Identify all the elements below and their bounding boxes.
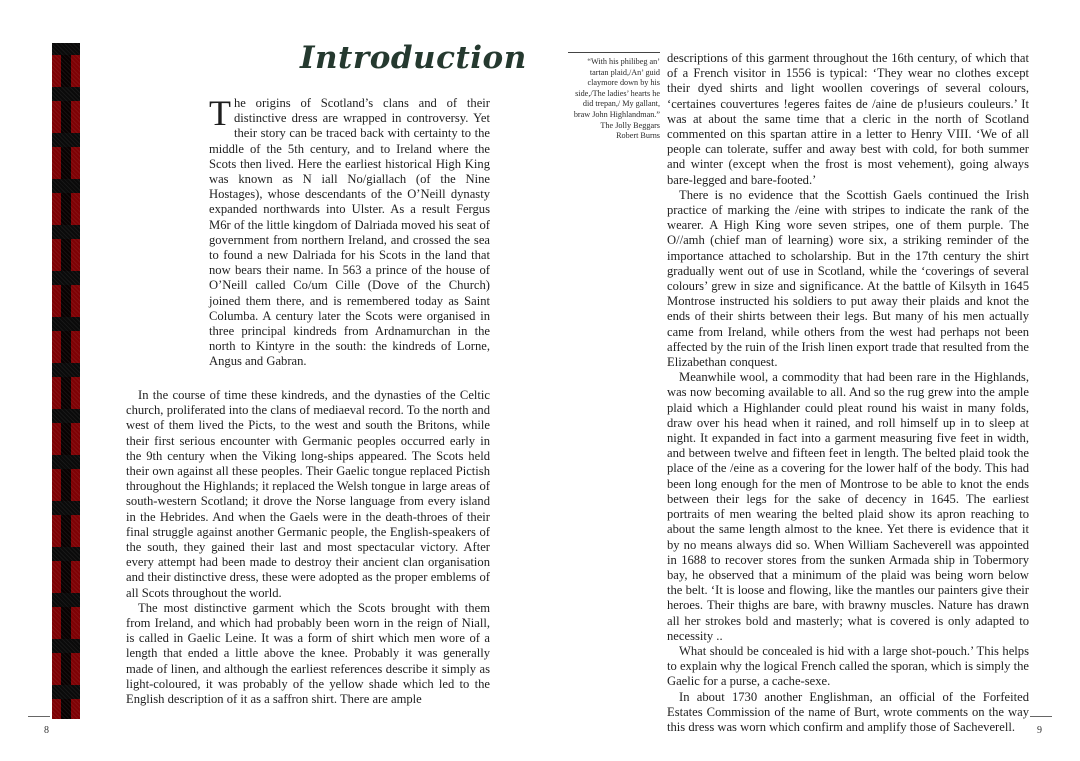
left-paragraph-3: The most distinctive garment which the Scots brought with them from Ireland, and which had probably been worn in the reign of Niall, is called in Gaelic Leine. It was a form of shirt which men wore of a length that ended a little above the knee. Probably it was generally made of linen, and although the earliest references describe it simply as light-coloured, it was probably of the yellow shade which led to the English description of it as a saffron shirt. There are ample <box>126 600 490 707</box>
right-paragraph-5: In about 1730 another Englishman, an official of the Forfeited Estates Commission of the name of Burt, wrote comments on the way this dress was worn which confirm and amplify those of Sacheverell. <box>667 689 1029 734</box>
right-paragraph-1: descriptions of this garment throughout the 16th century, of which that of a French visitor in 1556 is typical: ‘They wear no clothes except their dyed shirts and light woollen coverings of several colours, ‘certaines couvertures !egeres faites de /aine de p!usieurs couleurs.’ It was at about the same time that a cleric in the north of Scotland commented on this spartan attire in a letter to Henry VIII. ‘We of all people can tolerate, suffer and away best with cold, for both summer and winter (except when the frost is most vehement), going always bare-legged and bare-footed.’ <box>667 51 1029 187</box>
right-paragraph-3: Meanwhile wool, a commodity that had been rare in the Highlands, was now becoming available to all. And so the rug grew into the ample plaid which a Highlander could pleat round his waist in many folds, draw over his head when it rained, and roll himself up in to sleep at night. It expanded in fact into a garment measuring five feet in width, and between twelve and fifteen feet in length. The belted plaid took the place of the /eine as a covering for the lower half of the body. This had been long enough for the men of Montrose to be able to knot the ends between their legs for the sake of decency in 1645. The earliest portraits of men wearing the belted plaid show its apron reaching to about the same length almost to the knee. Yet there is evidence that it by no means always did so. When William Sacheverell was appointed in 1688 to recover stores from the sunken Armada ship in Tobermory bay, he observed that a minimum of the plaid was being worn below the belt. ‘It is loose and flowing, like the mantles our painters give their heroes. Their thighs are bare, with brawny muscles. Nature has drawn all her strokes bold and masterly; what is covered is only adapted to necessity .. <box>667 370 1029 643</box>
left-column <box>126 388 490 707</box>
right-paragraph-2: There is no evidence that the Scottish Gaels continued the Irish practice of marking the /eine with stripes to indicate the rank of the wearer. A High King wore seven stripes, one of them purple. The O//amh (chief man of learning) wore six, a striking reminder of the importance attached to scholarship. But in the 17th century the shirt gradually went out of use in Scotland, while the ‘coverings of several colours’ grew in size and significance. At the battle of Kilsyth in 1645 Montrose instructed his soldiers to put away their plaids and knot the ends of their shirts between their legs. But many of his men actually came from Ireland, while others from the west had perhaps not been affected by the ruin of the Irish linen export trade that resulted from the Elizabethan conquest. <box>667 187 1029 370</box>
chapter-title: Introduction <box>300 40 527 76</box>
footer-rule-left <box>28 716 50 717</box>
sidenote-source: The Jolly Beggars <box>600 120 660 130</box>
sidenote-quote: “With his philibeg an’ tartan plaid,/An’ guid claymore down by his side,/The ladies’ hearts he did trepan,/ My gallant, braw John Highlandman.” <box>573 57 660 119</box>
footer-rule-right <box>1030 716 1052 717</box>
left-paragraph-2: In the course of time these kindreds, and the dynasties of the Celtic church, proliferated into the clans of mediaeval record. To the north and west of them lived the Picts, to the west and south the Britons, while their first serious encounter with Germanic peoples occurred early in the 9th century when the Viking long-ships appeared. The Scots held their own against all these peoples. Their Gaelic tongue replaced Pictish throughout the Highlands; it replaced the Welsh tongue in large areas of south-western Scotland; it drove the Norse language from every island in the Hebrides. And when the Gaels were in the death-throes of their final struggle against another Germanic people, the English-speakers of the south, they gained their last and most spectacular victory. After every attempt had been made to destroy their ancient clan organisation and their distinctive dress, these were adopted as the proper emblems of all Scots throughout the world. <box>126 388 490 600</box>
sidenote-author: Robert Burns <box>616 131 660 141</box>
drop-cap: T <box>209 93 231 133</box>
page-number-left: 8 <box>44 725 49 736</box>
left-intro-block <box>209 93 490 370</box>
tartan-strip <box>52 43 80 719</box>
right-column <box>667 51 1029 735</box>
left-paragraph-1: he origins of Scotland’s clans and of their distinctive dress are wrapped in controversy. Yet their story can be traced back with certainty to the middle of the 5th century, and to Ireland where the Scots then lived. Here the earliest historical High King was known as N iall No/giallach (of the Nine Hostages), whose descendants of the O’Neill dynasty expanded northwards into Ulster. As a result Fergus M6r of the little kingdom of Dalriada moved his seat of government from northern Ireland, and crossed the sea to found a new Dalriada for his Scots in the land that now bears their name. In 563 a prince of the house of O’Neill called Co/um Cille (Dove of the Church) joined them there, and is remembered today as Saint Columba. A century later the Scots were organised in three principal kindreds from Ardnamurchan in the north to Kintyre in the south: the kindreds of Lorne, Angus and Gabran. <box>209 96 490 369</box>
sidenote <box>568 52 660 142</box>
right-paragraph-4: What should be concealed is hid with a large shot-pouch.’ This helps to explain why the logical French called the sporan, which is simply the Gaelic for a purse, a cache-sexe. <box>667 643 1029 689</box>
page-number-right: 9 <box>1037 725 1042 736</box>
sidenote-rule <box>568 52 660 53</box>
